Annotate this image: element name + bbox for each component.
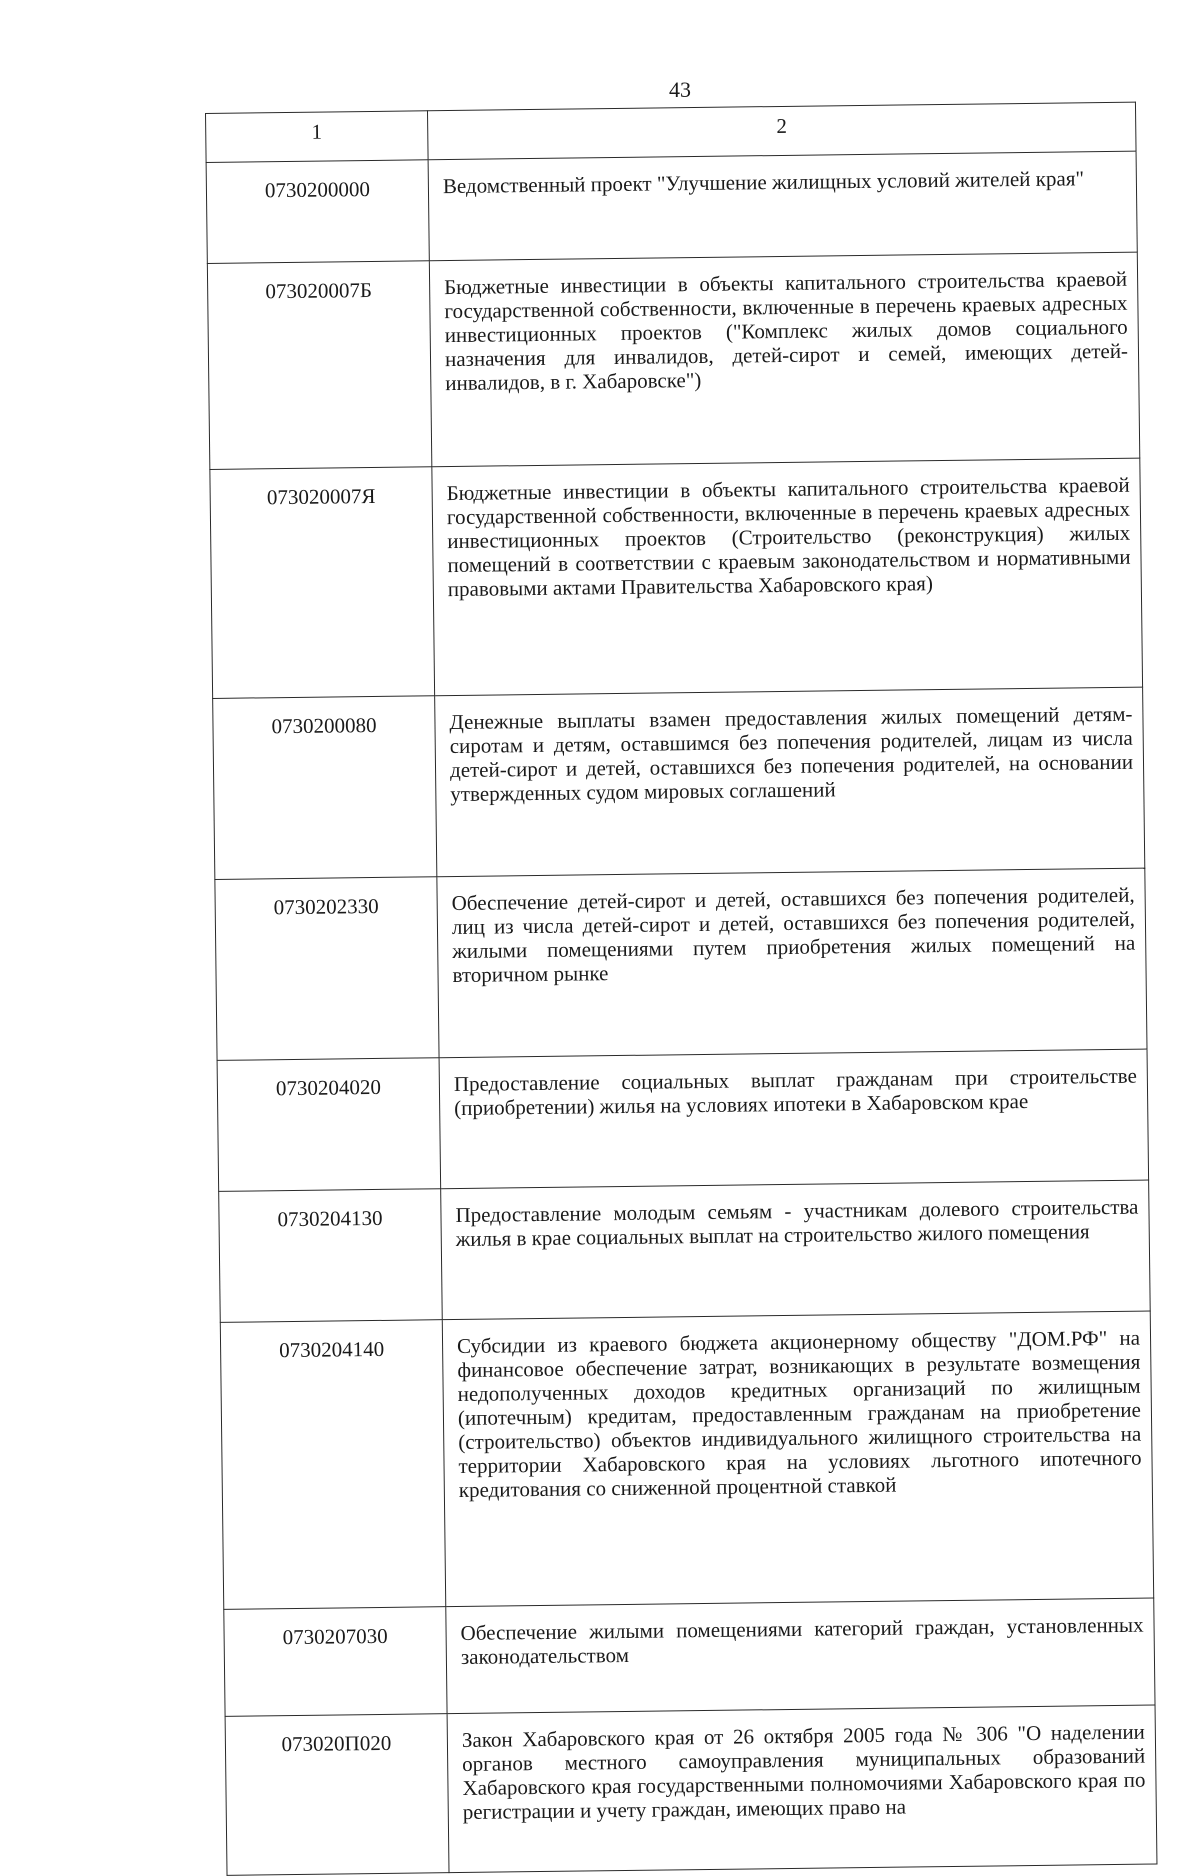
table-row bbox=[224, 1598, 1155, 1716]
table-row bbox=[219, 1180, 1151, 1322]
row-code: 0730200080 bbox=[213, 696, 437, 880]
budget-classification-table bbox=[205, 102, 1157, 1876]
row-description: Бюджетные инвестиции в объекты капитального строительства краевой государственной собственности, включенные в перечень краевых адресных инвестиционных проектов ("Комплекс жилых домов социального назначения для инвалидов, детей-сирот и семей, имеющих детей-инвалидов, в г. Хабаровске") bbox=[429, 252, 1139, 467]
column-header-description: 2 bbox=[427, 102, 1136, 160]
row-code: 073020007Я bbox=[210, 467, 435, 699]
row-description: Ведомственный проект "Улучшение жилищных условий жителей края" bbox=[428, 151, 1137, 261]
table-row bbox=[210, 458, 1143, 698]
row-code: 0730204140 bbox=[220, 1320, 445, 1610]
row-description: Предоставление молодым семьям - участникам долевого строительства жилья в крае социальных выплат на строительство жилого помещения bbox=[441, 1180, 1151, 1320]
row-code: 0730204130 bbox=[219, 1189, 443, 1323]
row-description: Предоставление социальных выплат гражданам при строительстве (приобретении) жилья на условиях ипотеки в Хабаровском крае bbox=[439, 1049, 1149, 1189]
table-row bbox=[213, 687, 1145, 879]
table-row bbox=[225, 1705, 1157, 1875]
column-header-code: 1 bbox=[206, 111, 429, 163]
row-description: Обеспечение детей-сирот и детей, оставшихся без попечения родителей, лиц из числа детей-сирот и детей, оставшихся без попечения родителей, жилыми помещениями путем приобретения жилых помещений на вторичном рынке bbox=[437, 868, 1147, 1058]
row-code: 0730202330 bbox=[215, 877, 439, 1061]
row-code: 073020П020 bbox=[225, 1714, 449, 1876]
row-code: 073020007Б bbox=[207, 261, 432, 470]
row-description: Субсидии из краевого бюджета акционерному обществу "ДОМ.РФ" на финансовое обеспечение затрат, возникающих в результате возмещения недополученных доходов кредитных организаций по жилищным (ипотечным) кредитам, предоставленным гражданам на приобретение (строительство) объектов индивидуального жилищного строительства на территории Хабаровского края на условиях льготного ипотечного кредитования со сниженной процентной ставкой bbox=[442, 1311, 1153, 1607]
table-row bbox=[207, 252, 1139, 469]
row-description: Обеспечение жилыми помещениями категорий граждан, установленных законодательством bbox=[446, 1598, 1155, 1714]
row-code: 0730200000 bbox=[206, 160, 429, 264]
row-description: Денежные выплаты взамен предоставления жилых помещений детям-сиротам и детям, оставшимся без попечения родителей, лицам из числа детей-сирот и детей, оставшихся без попечения родителей, на основании утвержденных судом мировых соглашений bbox=[435, 687, 1145, 877]
table-row bbox=[215, 868, 1147, 1060]
row-code: 0730207030 bbox=[224, 1607, 447, 1717]
page-number: 43 bbox=[669, 77, 691, 102]
table-row bbox=[220, 1311, 1153, 1609]
row-description: Бюджетные инвестиции в объекты капитального строительства краевой государственной собственности, включенные в перечень краевых адресных инвестиционных проектов (Строительство (реконструкция) жилых помещений в соответствии с краевым законодательством и нормативными правовыми актами Правительства Хабаровского края) bbox=[432, 458, 1143, 696]
row-code: 0730204020 bbox=[217, 1058, 441, 1192]
row-description: Закон Хабаровского края от 26 октября 2005 года № 306 "О наделении органов местного самоуправления муниципальных образований Хабаровского края государственными полномочиями Хабаровского края по регистрации и учету граждан, имеющих право на bbox=[447, 1705, 1157, 1873]
table-row bbox=[206, 151, 1137, 263]
table-row bbox=[217, 1049, 1149, 1191]
